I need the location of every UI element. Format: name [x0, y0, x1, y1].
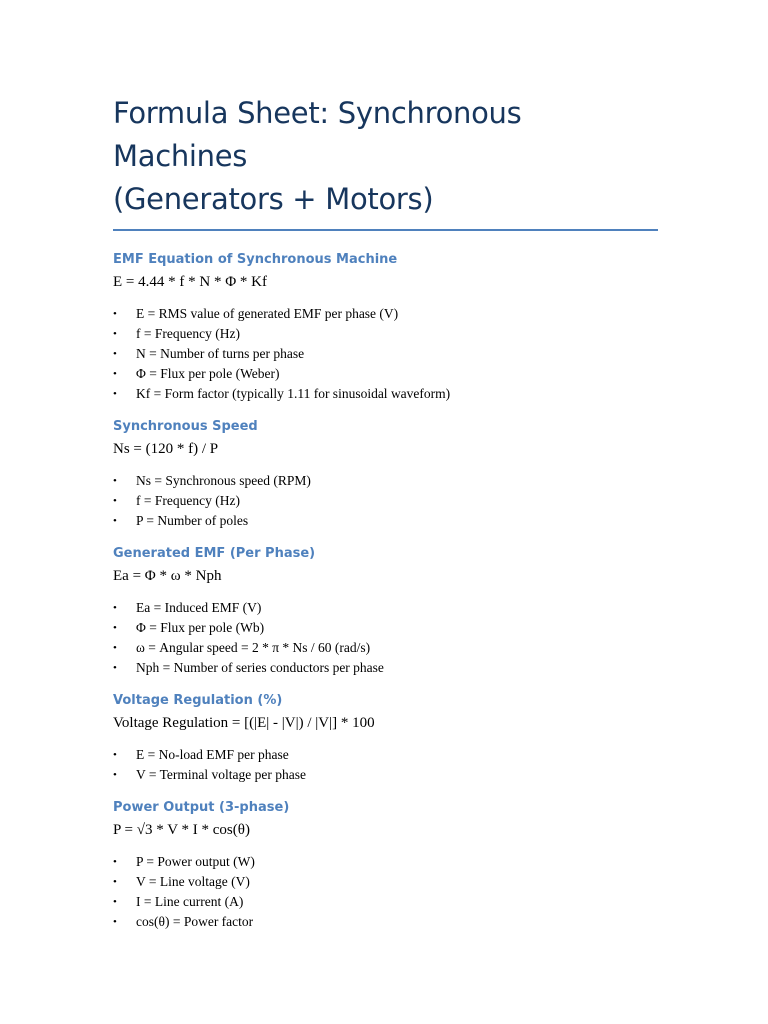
- bullet-glyph: •: [113, 328, 117, 340]
- definition-list: [113, 852, 658, 932]
- list-item-text: E = No-load EMF per phase: [136, 747, 289, 762]
- bullet-glyph: •: [113, 896, 117, 908]
- list-item: [113, 872, 658, 892]
- formula: E = 4.44 * f * N * Φ * Kf: [113, 274, 267, 290]
- spacer: [113, 785, 658, 799]
- list-item-text: V = Terminal voltage per phase: [136, 767, 306, 782]
- section-synchronous-speed: [113, 418, 658, 531]
- bullet-glyph: •: [113, 769, 117, 781]
- list-item-text: P = Power output (W): [136, 854, 255, 869]
- title-line-2: (Generators + Motors): [113, 182, 434, 216]
- list-item: [113, 324, 658, 344]
- list-item-text: ω = Angular speed = 2 * π * Ns / 60 (rad/s): [136, 640, 371, 655]
- list-item: [113, 491, 658, 511]
- section-heading: Power Output (3-phase): [113, 800, 290, 815]
- section-heading: EMF Equation of Synchronous Machine: [113, 252, 398, 267]
- list-item-text: Φ = Flux per pole (Wb): [136, 620, 265, 635]
- list-item-text: Ns = Synchronous speed (RPM): [136, 473, 311, 488]
- list-item: [113, 511, 658, 531]
- section-generated-emf: [113, 545, 658, 678]
- bullet-glyph: •: [113, 495, 117, 507]
- list-item-text: P = Number of poles: [136, 513, 249, 528]
- list-item: [113, 618, 658, 638]
- list-item-text: V = Line voltage (V): [136, 874, 250, 889]
- section-heading: Voltage Regulation (%): [113, 693, 283, 708]
- list-item: [113, 598, 658, 618]
- definition-list: [113, 304, 658, 404]
- bullet-glyph: •: [113, 662, 117, 674]
- bullet-glyph: •: [113, 642, 117, 654]
- definition-list: [113, 471, 658, 531]
- list-item: [113, 745, 658, 765]
- formula: Voltage Regulation = [(|E| - |V|) / |V|] * 100: [113, 715, 375, 731]
- section-emf-equation: [113, 251, 658, 404]
- list-item: [113, 912, 658, 932]
- list-item-text: I = Line current (A): [136, 894, 244, 909]
- spacer: [113, 678, 658, 692]
- list-item-text: cos(θ) = Power factor: [136, 914, 254, 929]
- spacer: [113, 531, 658, 545]
- title-line-1: Formula Sheet: Synchronous Machines: [113, 96, 522, 173]
- list-item: [113, 852, 658, 872]
- list-item: [113, 471, 658, 491]
- list-item-text: Nph = Number of series conductors per phase: [136, 660, 384, 675]
- list-item: [113, 638, 658, 658]
- formula: P = √3 * V * I * cos(θ): [113, 822, 250, 838]
- formula: Ns = (120 * f) / P: [113, 441, 219, 457]
- spacer: [113, 404, 658, 418]
- list-item: [113, 304, 658, 324]
- bullet-glyph: •: [113, 856, 117, 868]
- bullet-glyph: •: [113, 876, 117, 888]
- definition-list: [113, 598, 658, 678]
- formula: Ea = Φ * ω * Nph: [113, 568, 222, 584]
- bullet-glyph: •: [113, 388, 117, 400]
- list-item-text: f = Frequency (Hz): [136, 326, 240, 341]
- bullet-glyph: •: [113, 622, 117, 634]
- section-heading: Synchronous Speed: [113, 419, 258, 434]
- bullet-glyph: •: [113, 368, 117, 380]
- section-voltage-regulation: [113, 692, 658, 785]
- bullet-glyph: •: [113, 515, 117, 527]
- bullet-glyph: •: [113, 749, 117, 761]
- list-item-text: f = Frequency (Hz): [136, 493, 240, 508]
- list-item: [113, 384, 658, 404]
- document-page: [113, 92, 658, 932]
- list-item: [113, 765, 658, 785]
- list-item: [113, 364, 658, 384]
- list-item-text: Kf = Form factor (typically 1.11 for sinusoidal waveform): [136, 386, 451, 401]
- list-item-text: N = Number of turns per phase: [136, 346, 305, 361]
- list-item-text: Φ = Flux per pole (Weber): [136, 366, 280, 381]
- bullet-glyph: •: [113, 602, 117, 614]
- list-item-text: E = RMS value of generated EMF per phase (V): [136, 306, 399, 321]
- bullet-glyph: •: [113, 916, 117, 928]
- definition-list: [113, 745, 658, 785]
- list-item: [113, 892, 658, 912]
- list-item: [113, 658, 658, 678]
- page-title: [113, 92, 658, 221]
- spacer: [113, 231, 658, 251]
- list-item: [113, 344, 658, 364]
- bullet-glyph: •: [113, 475, 117, 487]
- bullet-glyph: •: [113, 348, 117, 360]
- list-item-text: Ea = Induced EMF (V): [136, 600, 262, 615]
- section-heading: Generated EMF (Per Phase): [113, 546, 316, 561]
- section-power-output: [113, 799, 658, 932]
- bullet-glyph: •: [113, 308, 117, 320]
